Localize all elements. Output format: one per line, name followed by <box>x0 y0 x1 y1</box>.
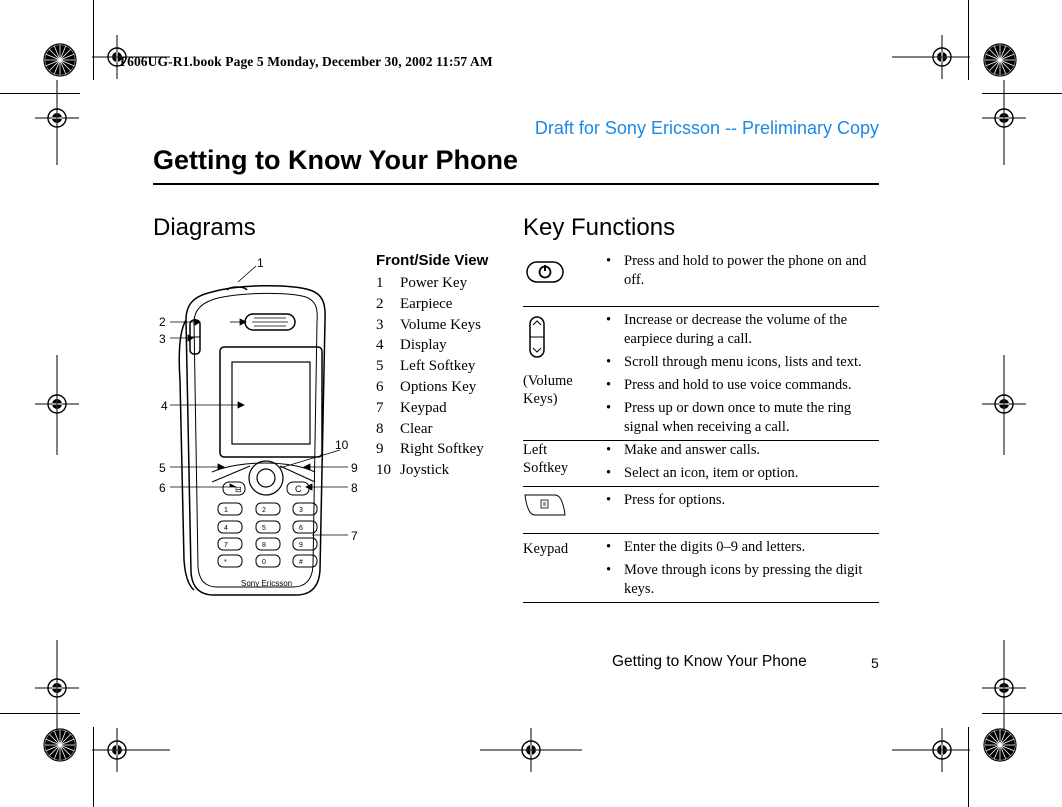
legend-item: 3 Volume Keys <box>376 316 481 333</box>
legend-item: 2 Earpiece <box>376 295 453 312</box>
function-bullet: • Make and answer calls. <box>603 441 879 460</box>
svg-text:0: 0 <box>262 559 266 566</box>
power-key-icon <box>525 259 567 285</box>
diagram-legend <box>376 273 484 481</box>
table-row <box>523 248 879 307</box>
front-side-view-title: Front/Side View <box>376 252 489 269</box>
volume-keys-icon <box>527 315 547 361</box>
function-key-label: Keypad <box>523 541 569 557</box>
options-key-icon <box>523 489 569 517</box>
table-row <box>523 307 879 441</box>
svg-text:1: 1 <box>224 507 228 514</box>
page-title: Getting to Know Your Phone <box>153 145 518 175</box>
svg-text:9: 9 <box>299 542 303 549</box>
table-row <box>523 441 879 487</box>
svg-text:#: # <box>299 559 303 566</box>
function-key-label: (Volume Keys) <box>523 373 573 407</box>
draft-label: Draft for Sony Ericsson -- Preliminary Copy <box>534 118 879 138</box>
function-bullet: • Select an icon, item or option. <box>603 464 879 483</box>
function-bullet: • Scroll through menu icons, lists and text. <box>603 353 879 372</box>
table-row <box>523 487 879 534</box>
title-rule <box>153 183 879 185</box>
legend-item: 7 Keypad <box>376 399 447 416</box>
callout-7: 7 <box>351 529 358 543</box>
callout-4: 4 <box>161 399 168 413</box>
function-bullet: • Press for options. <box>603 491 879 510</box>
callout-8: 8 <box>351 481 358 495</box>
function-bullet: • Press up or down once to mute the ring signal when receiving a call. <box>603 399 879 437</box>
legend-item: 9 Right Softkey <box>376 441 484 458</box>
callout-3: 3 <box>159 332 166 346</box>
phone-brand: Sony Ericsson <box>241 579 293 588</box>
function-bullet: • Move through icons by pressing the digit keys. <box>603 561 879 599</box>
svg-text:3: 3 <box>299 507 303 514</box>
page-number: 5 <box>871 655 879 671</box>
legend-item: 1 Power Key <box>376 275 468 291</box>
book-header-note: T606UG-R1.book Page 5 Monday, December 30, 2002 11:57 AM <box>118 54 493 69</box>
svg-text:2: 2 <box>262 507 266 514</box>
function-key-label: Left Softkey <box>523 442 569 476</box>
legend-item: 6 Options Key <box>376 378 477 395</box>
callout-5: 5 <box>159 461 166 475</box>
svg-text:7: 7 <box>224 542 228 549</box>
svg-text:⊟: ⊟ <box>235 485 242 494</box>
function-bullet: • Press and hold to use voice commands. <box>603 376 879 395</box>
callout-6: 6 <box>159 481 166 495</box>
function-bullet: • Enter the digits 0–9 and letters. <box>603 538 879 557</box>
svg-text:C: C <box>295 484 302 494</box>
legend-item: 8 Clear <box>376 420 433 437</box>
svg-text:*: * <box>224 559 227 566</box>
legend-item: 5 Left Softkey <box>376 358 476 375</box>
function-bullet: • Increase or decrease the volume of the earpiece during a call. <box>603 311 879 349</box>
svg-text:8: 8 <box>262 542 266 549</box>
svg-text:6: 6 <box>299 525 303 532</box>
callout-10: 10 <box>335 438 349 452</box>
callout-9: 9 <box>351 461 358 475</box>
footer-section-title: Getting to Know Your Phone <box>612 653 807 670</box>
phone-diagram <box>150 250 370 605</box>
callout-2: 2 <box>159 315 166 329</box>
function-bullet: • Press and hold to power the phone on and off. <box>603 252 879 290</box>
diagrams-heading: Diagrams <box>153 214 256 241</box>
svg-text:4: 4 <box>224 525 228 532</box>
callout-1: 1 <box>257 256 264 270</box>
svg-text:5: 5 <box>262 525 266 532</box>
legend-item: 10 Joystick <box>376 462 450 479</box>
key-functions-heading: Key Functions <box>523 214 676 241</box>
legend-item: 4 Display <box>376 337 447 354</box>
table-row <box>523 534 879 603</box>
key-functions-table <box>523 248 879 603</box>
